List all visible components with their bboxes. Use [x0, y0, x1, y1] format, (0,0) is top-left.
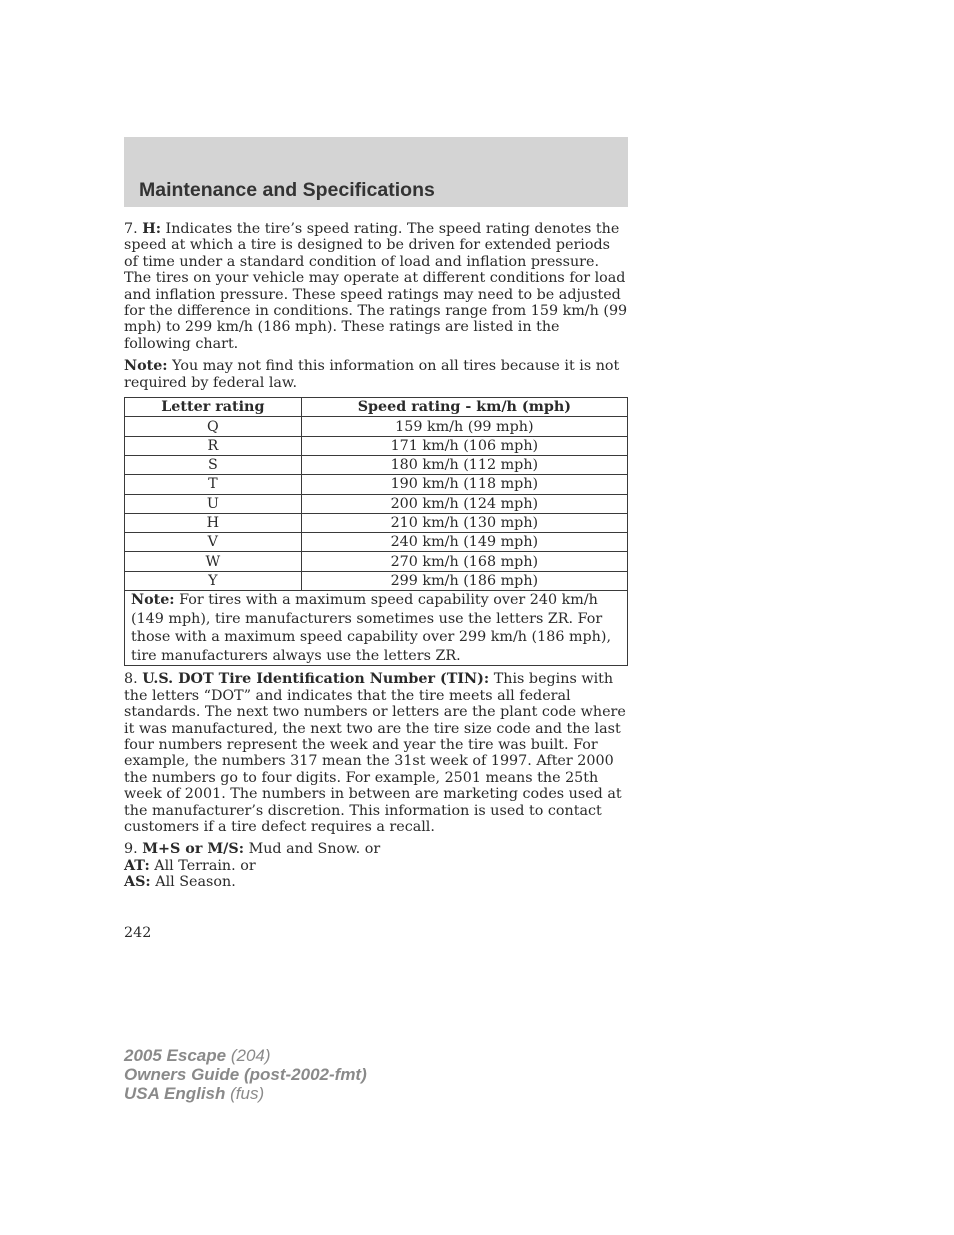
item-7-paragraph	[124, 221, 628, 352]
letter-cell: Q	[125, 417, 302, 436]
note-label: Note:	[124, 358, 168, 375]
speed-cell: 190 km/h (118 mph)	[301, 475, 627, 494]
table-note-cell	[125, 591, 628, 666]
table-row	[125, 494, 628, 513]
section-header	[124, 137, 628, 207]
all-season-label: AS:	[124, 874, 151, 891]
speed-cell: 299 km/h (186 mph)	[301, 571, 627, 590]
note-text: You may not find this information on all tires because it is not required by federal law.	[124, 358, 620, 391]
table-row	[125, 417, 628, 436]
letter-cell: Y	[125, 571, 302, 590]
speed-rating-table	[124, 397, 628, 666]
table-note-text: For tires with a maximum speed capability over 240 km/h (149 mph), tire manufacturers sometimes use the letters ZR. For those with a maximum speed capability over 299 km/h (186 mph), tire manufacturers always use the letters ZR.	[131, 592, 612, 664]
item-8-number: 8.	[124, 671, 138, 688]
item-8-text: This begins with the letters “DOT” and indicates that the tire meets all federal standards. The next two numbers or letters are the plant code where it was manufactured, the next two are the tire size code and the last four numbers represent the week and year the tire was built. For example, the numbers 317 mean the 31st week of 1997. After 2000 the numbers go to four digits. For example, 2501 means the 25th week of 2001. The numbers in between are marketing codes used at the manufacturer’s discretion. This information is used to contact customers if a tire defect requires a recall.	[124, 671, 626, 836]
table-row	[125, 455, 628, 474]
table-header-row	[125, 398, 628, 417]
letter-cell: R	[125, 436, 302, 455]
footer-language-code: (fus)	[230, 1084, 265, 1103]
speed-cell: 171 km/h (106 mph)	[301, 436, 627, 455]
item-8-label: U.S. DOT Tire Identification Number (TIN):	[142, 671, 490, 688]
footer-guide: Owners Guide (post-2002-fmt)	[124, 1065, 367, 1084]
table-row	[125, 571, 628, 590]
speed-cell: 240 km/h (149 mph)	[301, 533, 627, 552]
page-content	[124, 221, 628, 897]
all-terrain-text: All Terrain. or	[154, 857, 256, 874]
letter-cell: U	[125, 494, 302, 513]
all-terrain-label: AT:	[124, 857, 150, 874]
speed-cell: 200 km/h (124 mph)	[301, 494, 627, 513]
table-row	[125, 475, 628, 494]
item-7-text: Indicates the tire’s speed rating. The speed rating denotes the speed at which a tire is designed to be driven for extended periods of time under a standard condition of load and inflation pressure. The tires on your vehicle may operate at different conditions for load and inflation pressure. These speed ratings may need to be adjusted for the difference in conditions. The ratings range from 159 km/h (99 mph) to 299 km/h (186 mph). These ratings are listed in the following chart.	[124, 221, 628, 352]
item-9-number: 9.	[124, 841, 138, 858]
table-row	[125, 552, 628, 571]
item-7-number: 7.	[124, 221, 138, 237]
mud-snow-text: Mud and Snow. or	[248, 841, 381, 858]
footer-model-code: (204)	[230, 1046, 271, 1065]
table-row	[125, 436, 628, 455]
letter-cell: V	[125, 533, 302, 552]
column-header-letter: Letter rating	[125, 398, 302, 417]
letter-cell: H	[125, 513, 302, 532]
speed-cell: 270 km/h (168 mph)	[301, 552, 627, 571]
page-number: 242	[124, 925, 152, 941]
item-7-label: H:	[142, 221, 161, 237]
note-paragraph	[124, 358, 628, 391]
table-row	[125, 513, 628, 532]
letter-cell: T	[125, 475, 302, 494]
table-row	[125, 533, 628, 552]
letter-cell: S	[125, 455, 302, 474]
footer-line-2	[124, 1065, 367, 1084]
speed-cell: 159 km/h (99 mph)	[301, 417, 627, 436]
column-header-speed: Speed rating - km/h (mph)	[301, 398, 627, 417]
document-footer	[124, 1046, 367, 1103]
footer-language: USA English	[124, 1084, 226, 1103]
item-9-paragraph	[124, 841, 628, 890]
table-note-label: Note:	[131, 592, 175, 609]
speed-cell: 210 km/h (130 mph)	[301, 513, 627, 532]
footer-line-3	[124, 1084, 367, 1103]
all-season-text: All Season.	[155, 874, 236, 891]
section-title: Maintenance and Specifications	[139, 179, 435, 201]
footer-model: 2005 Escape	[124, 1046, 227, 1065]
table-note-row	[125, 591, 628, 666]
speed-cell: 180 km/h (112 mph)	[301, 455, 627, 474]
mud-snow-label: M+S or M/S:	[142, 841, 245, 858]
letter-cell: W	[125, 552, 302, 571]
footer-line-1	[124, 1046, 367, 1065]
item-8-paragraph	[124, 671, 628, 835]
